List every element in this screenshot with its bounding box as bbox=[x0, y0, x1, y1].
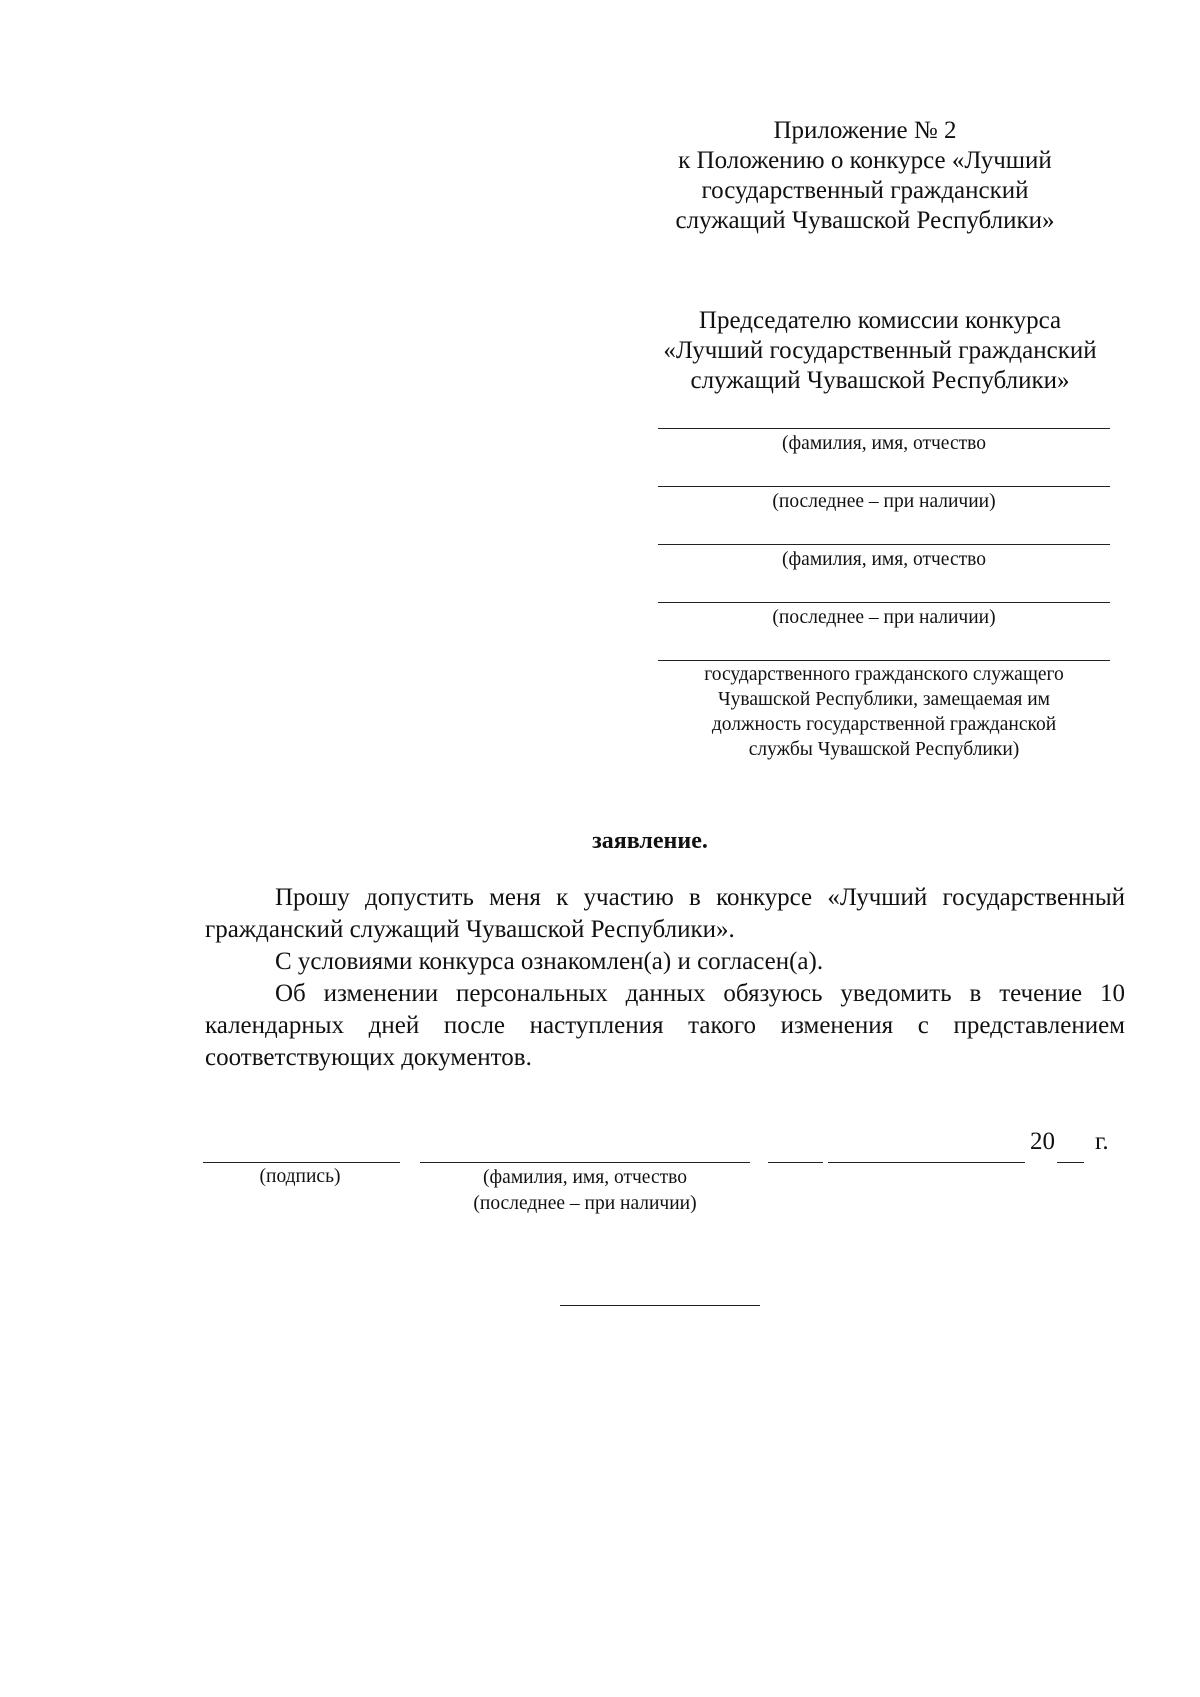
position-caption bbox=[658, 662, 1110, 762]
position-line[interactable] bbox=[658, 660, 1110, 661]
appendix-line-3: государственный гражданский bbox=[701, 177, 1029, 204]
position-caption-line-3: должность государственной гражданской bbox=[711, 714, 1057, 735]
year-prefix: 20 bbox=[1030, 1128, 1055, 1155]
statement-body bbox=[205, 882, 1125, 1074]
signature-caption: (подпись) bbox=[259, 1166, 341, 1187]
year-suffix: г. bbox=[1095, 1128, 1109, 1155]
addressee-line-3: служащий Чувашской Республики» bbox=[690, 367, 1070, 394]
appendix-line-4: служащий Чувашской Республики» bbox=[675, 207, 1055, 234]
chair-name-line-1[interactable] bbox=[658, 428, 1110, 429]
signature-line[interactable] bbox=[203, 1162, 400, 1163]
day-line[interactable] bbox=[768, 1162, 823, 1163]
document-heading: заявление. bbox=[592, 828, 708, 854]
full-name-caption bbox=[420, 1165, 750, 1217]
chair-name-line-2[interactable] bbox=[658, 486, 1110, 487]
applicant-name-caption-1: (фамилия, имя, отчество bbox=[782, 549, 986, 570]
body-paragraph-2: С условиями конкурса ознакомлен(а) и согласен(а). bbox=[275, 948, 824, 975]
appendix-line-1: Приложение № 2 bbox=[773, 117, 957, 144]
closing-separator bbox=[560, 1305, 760, 1306]
addressee-line-1: Председателю комиссии конкурса bbox=[698, 307, 1062, 334]
applicant-name-line-1[interactable] bbox=[658, 544, 1110, 545]
full-name-caption-line-2: (последнее – при наличии) bbox=[473, 1193, 697, 1214]
addressee-line-2: «Лучший государственный гражданский bbox=[663, 337, 1097, 364]
addressee-block bbox=[640, 306, 1120, 396]
year-line[interactable] bbox=[1057, 1162, 1084, 1163]
position-caption-line-4: службы Чувашской Республики) bbox=[748, 739, 1020, 760]
applicant-name-line-2[interactable] bbox=[658, 602, 1110, 603]
month-line[interactable] bbox=[828, 1162, 1025, 1163]
body-paragraph-1: Прошу допустить меня к участию в конкурсе «Лучший государственный гражданский служащий Чувашской Республики». bbox=[205, 884, 1125, 943]
appendix-line-2: к Положению о конкурсе «Лучший bbox=[678, 147, 1052, 174]
position-caption-line-1: государственного гражданского служащего bbox=[704, 664, 1064, 685]
applicant-name-caption-2: (последнее – при наличии) bbox=[772, 607, 996, 628]
position-caption-line-2: Чувашской Республики, замещаемая им bbox=[718, 689, 1050, 710]
full-name-caption-line-1: (фамилия, имя, отчество bbox=[483, 1167, 687, 1188]
chair-name-caption-1: (фамилия, имя, отчество bbox=[782, 433, 986, 454]
body-paragraph-3: Об изменении персональных данных обязуюсь уведомить в течение 10 календарных дней после наступления такого изменения с представлением соответствующих документов. bbox=[205, 980, 1125, 1071]
appendix-header bbox=[630, 116, 1100, 236]
full-name-line[interactable] bbox=[420, 1162, 750, 1163]
chair-name-caption-2: (последнее – при наличии) bbox=[772, 491, 996, 512]
